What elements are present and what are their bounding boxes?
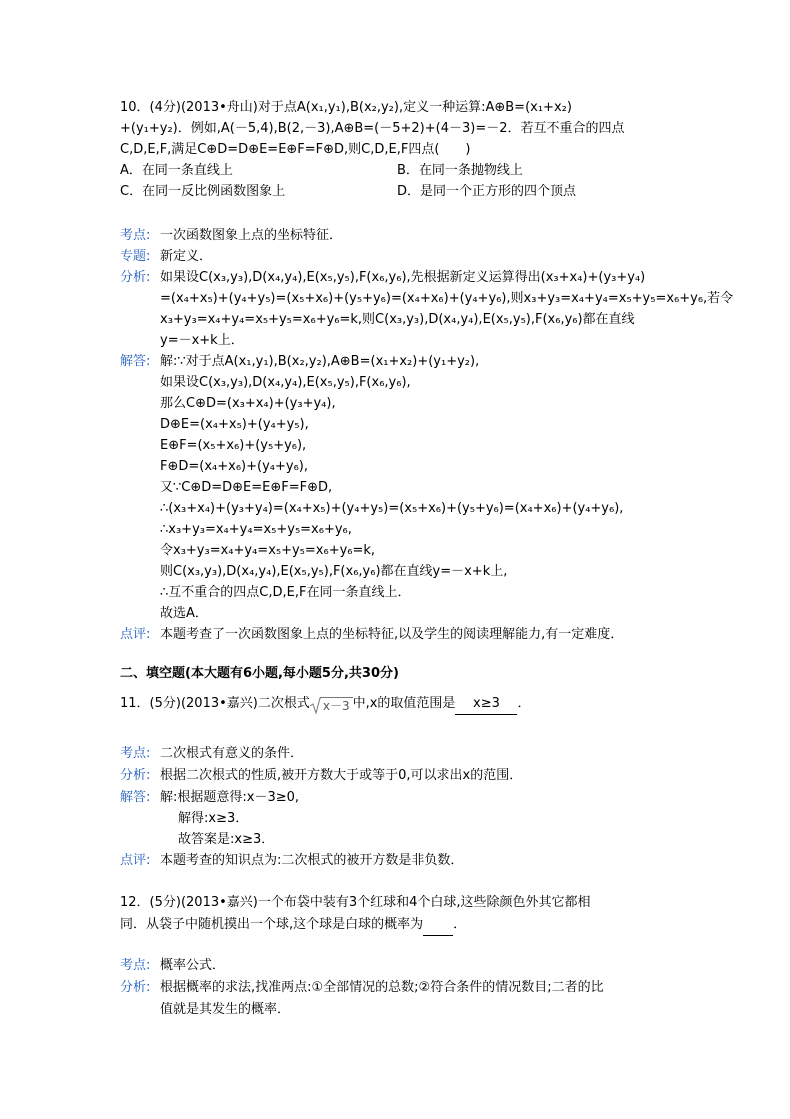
q10-fenxi-line3: x₃+y₃=x₄+y₄=x₅+y₅=x₆+y₆=k,则C(x₃,y₃),D(x₄,y₄),E(x₅,y₅),F(x₆,y₆)都在直线 [160, 312, 635, 327]
q11-kaodian-label: 考点: [120, 746, 151, 761]
q10-jieda-line: ∴x₃+y₃=x₄+y₄=x₅+y₅=x₆+y₆, [160, 522, 352, 537]
q10-jieda-line: 则C(x₃,y₃),D(x₄,y₄),E(x₅,y₅),F(x₆,y₆)都在直线y=－x+k上, [160, 564, 508, 579]
q12-fenxi-line1: 根据概率的求法,找准两点:①全部情况的总数;②符合条件的情况数目;二者的比 [160, 980, 604, 995]
q12-kaodian-label: 考点: [120, 958, 151, 973]
q11-answer-blank: x≥3 [455, 694, 517, 715]
q11-stem-part1: 11．(5分)(2013•嘉兴)二次根式 [120, 696, 310, 711]
q10-fenxi-line4: y=－x+k上． [160, 333, 244, 348]
q10-kaodian-text: 一次函数图象上点的坐标特征． [160, 228, 343, 243]
q10-jieda-line: ∴互不重合的四点C,D,E,F在同一条直线上． [160, 585, 411, 600]
q10-fenxi-label: 分析: [120, 270, 151, 285]
q10-zhuanti-label: 专题: [120, 249, 151, 264]
q11-stem-part3: ． [517, 696, 531, 711]
q10-zhuanti-text: 新定义． [160, 249, 213, 264]
q10-jieda-line: 令x₃+y₃=x₄+y₄=x₅+y₅=x₆+y₆=k, [160, 543, 376, 558]
sqrt-radicand: x－3 [320, 697, 353, 714]
q10-jieda-line: 如果设C(x₃,y₃),D(x₄,y₄),E(x₅,y₅),F(x₆,y₆), [160, 375, 411, 390]
q10-jieda-line: D⊕E=(x₄+x₅)+(y₄+y₅), [160, 417, 309, 432]
q11-dianping-text: 本题考查的知识点为:二次根式的被开方数是非负数． [160, 853, 464, 868]
q10-option-d: D．是同一个正方形的四个顶点 [397, 184, 577, 199]
section-2-title: 二、填空题(本大题有6小题,每小题5分,共30分) [120, 666, 399, 681]
q12-answer-blank [423, 915, 453, 936]
q11-fenxi-text: 根据二次根式的性质,被开方数大于或等于0,可以求出x的范围． [160, 768, 523, 783]
q10-dianping-label: 点评: [120, 627, 151, 642]
q11-fenxi-label: 分析: [120, 768, 151, 783]
q12-stem-line2-end: ． [453, 917, 467, 932]
q11-stem [120, 694, 530, 715]
q11-jieda-line: 解:根据题意得:x－3≥0, [160, 790, 300, 805]
q11-stem-part2: 中,x的取值范围是 [352, 696, 456, 711]
q12-fenxi-label: 分析: [120, 980, 151, 995]
sqrt-expression [310, 694, 353, 714]
q12-kaodian-text: 概率公式． [160, 958, 226, 973]
q11-dianping-label: 点评: [120, 853, 151, 868]
q10-jieda-line: 那么C⊕D=(x₃+x₄)+(y₃+y₄), [160, 396, 336, 411]
q12-fenxi-line2: 值就是其发生的概率． [160, 1002, 291, 1017]
q10-jieda-line: ∴(x₃+x₄)+(y₃+y₄)=(x₄+x₅)+(y₄+y₅)=(x₅+x₆)+(y₅+y₆)=(x₄+x₆)+(y₄+y₆), [160, 501, 624, 516]
q10-jieda-line: F⊕D=(x₄+x₆)+(y₄+y₆), [160, 459, 308, 474]
q10-jieda-line: E⊕F=(x₅+x₆)+(y₅+y₆), [160, 438, 307, 453]
q10-kaodian-label: 考点: [120, 228, 151, 243]
q10-dianping-text: 本题考查了一次函数图象上点的坐标特征,以及学生的阅读理解能力,有一定难度． [160, 627, 624, 642]
q10-fenxi-line1: 如果设C(x₃,y₃),D(x₄,y₄),E(x₅,y₅),F(x₆,y₆),先根据新定义运算得出(x₃+x₄)+(y₃+y₄) [160, 270, 646, 285]
q10-stem-line3: C,D,E,F,满足C⊕D=D⊕E=E⊕F=F⊕D,则C,D,E,F四点( ) [120, 142, 471, 157]
q10-fenxi-line2: =(x₄+x₅)+(y₄+y₅)=(x₅+x₆)+(y₅+y₆)=(x₄+x₆)+(y₄+y₆),则x₃+y₃=x₄+y₄=x₅+y₅=x₆+y₆,若令 [160, 291, 734, 306]
q10-stem-line2: +(y₁+y₂)．例如,A(－5,4),B(2,－3),A⊕B=(－5+2)+(4－3)=－2．若互不重合的四点 [120, 121, 625, 136]
q10-option-a: A．在同一条直线上 [120, 163, 233, 178]
q10-option-c: C．在同一反比例函数图象上 [120, 184, 286, 199]
q10-jieda-line: 解:∵对于点A(x₁,y₁),B(x₂,y₂),A⊕B=(x₁+x₂)+(y₁+y₂), [160, 354, 480, 369]
q10-option-b: B．在同一条抛物线上 [397, 163, 523, 178]
radical-sign-icon [310, 695, 321, 715]
q12-stem-line1: 12．(5分)(2013•嘉兴)一个布袋中装有3个红球和4个白球,这些除颜色外其它都相 [120, 895, 591, 910]
q11-kaodian-text: 二次根式有意义的条件． [160, 746, 304, 761]
q12-stem-line2 [120, 915, 466, 936]
q11-jieda-label: 解答: [120, 790, 151, 805]
q11-jieda-line: 故答案是:x≥3． [178, 832, 275, 847]
q10-jieda-line: 故选A． [160, 606, 208, 621]
q10-jieda-label: 解答: [120, 354, 151, 369]
q11-jieda-line: 解得:x≥3． [178, 811, 249, 826]
q12-stem-line2-text: 同．从袋子中随机摸出一个球,这个球是白球的概率为 [120, 917, 424, 932]
q10-stem-line1: 10．(4分)(2013•舟山)对于点A(x₁,y₁),B(x₂,y₂),定义一种运算:A⊕B=(x₁+x₂) [120, 100, 572, 115]
q10-jieda-line: 又∵C⊕D=D⊕E=E⊕F=F⊕D, [160, 480, 333, 495]
